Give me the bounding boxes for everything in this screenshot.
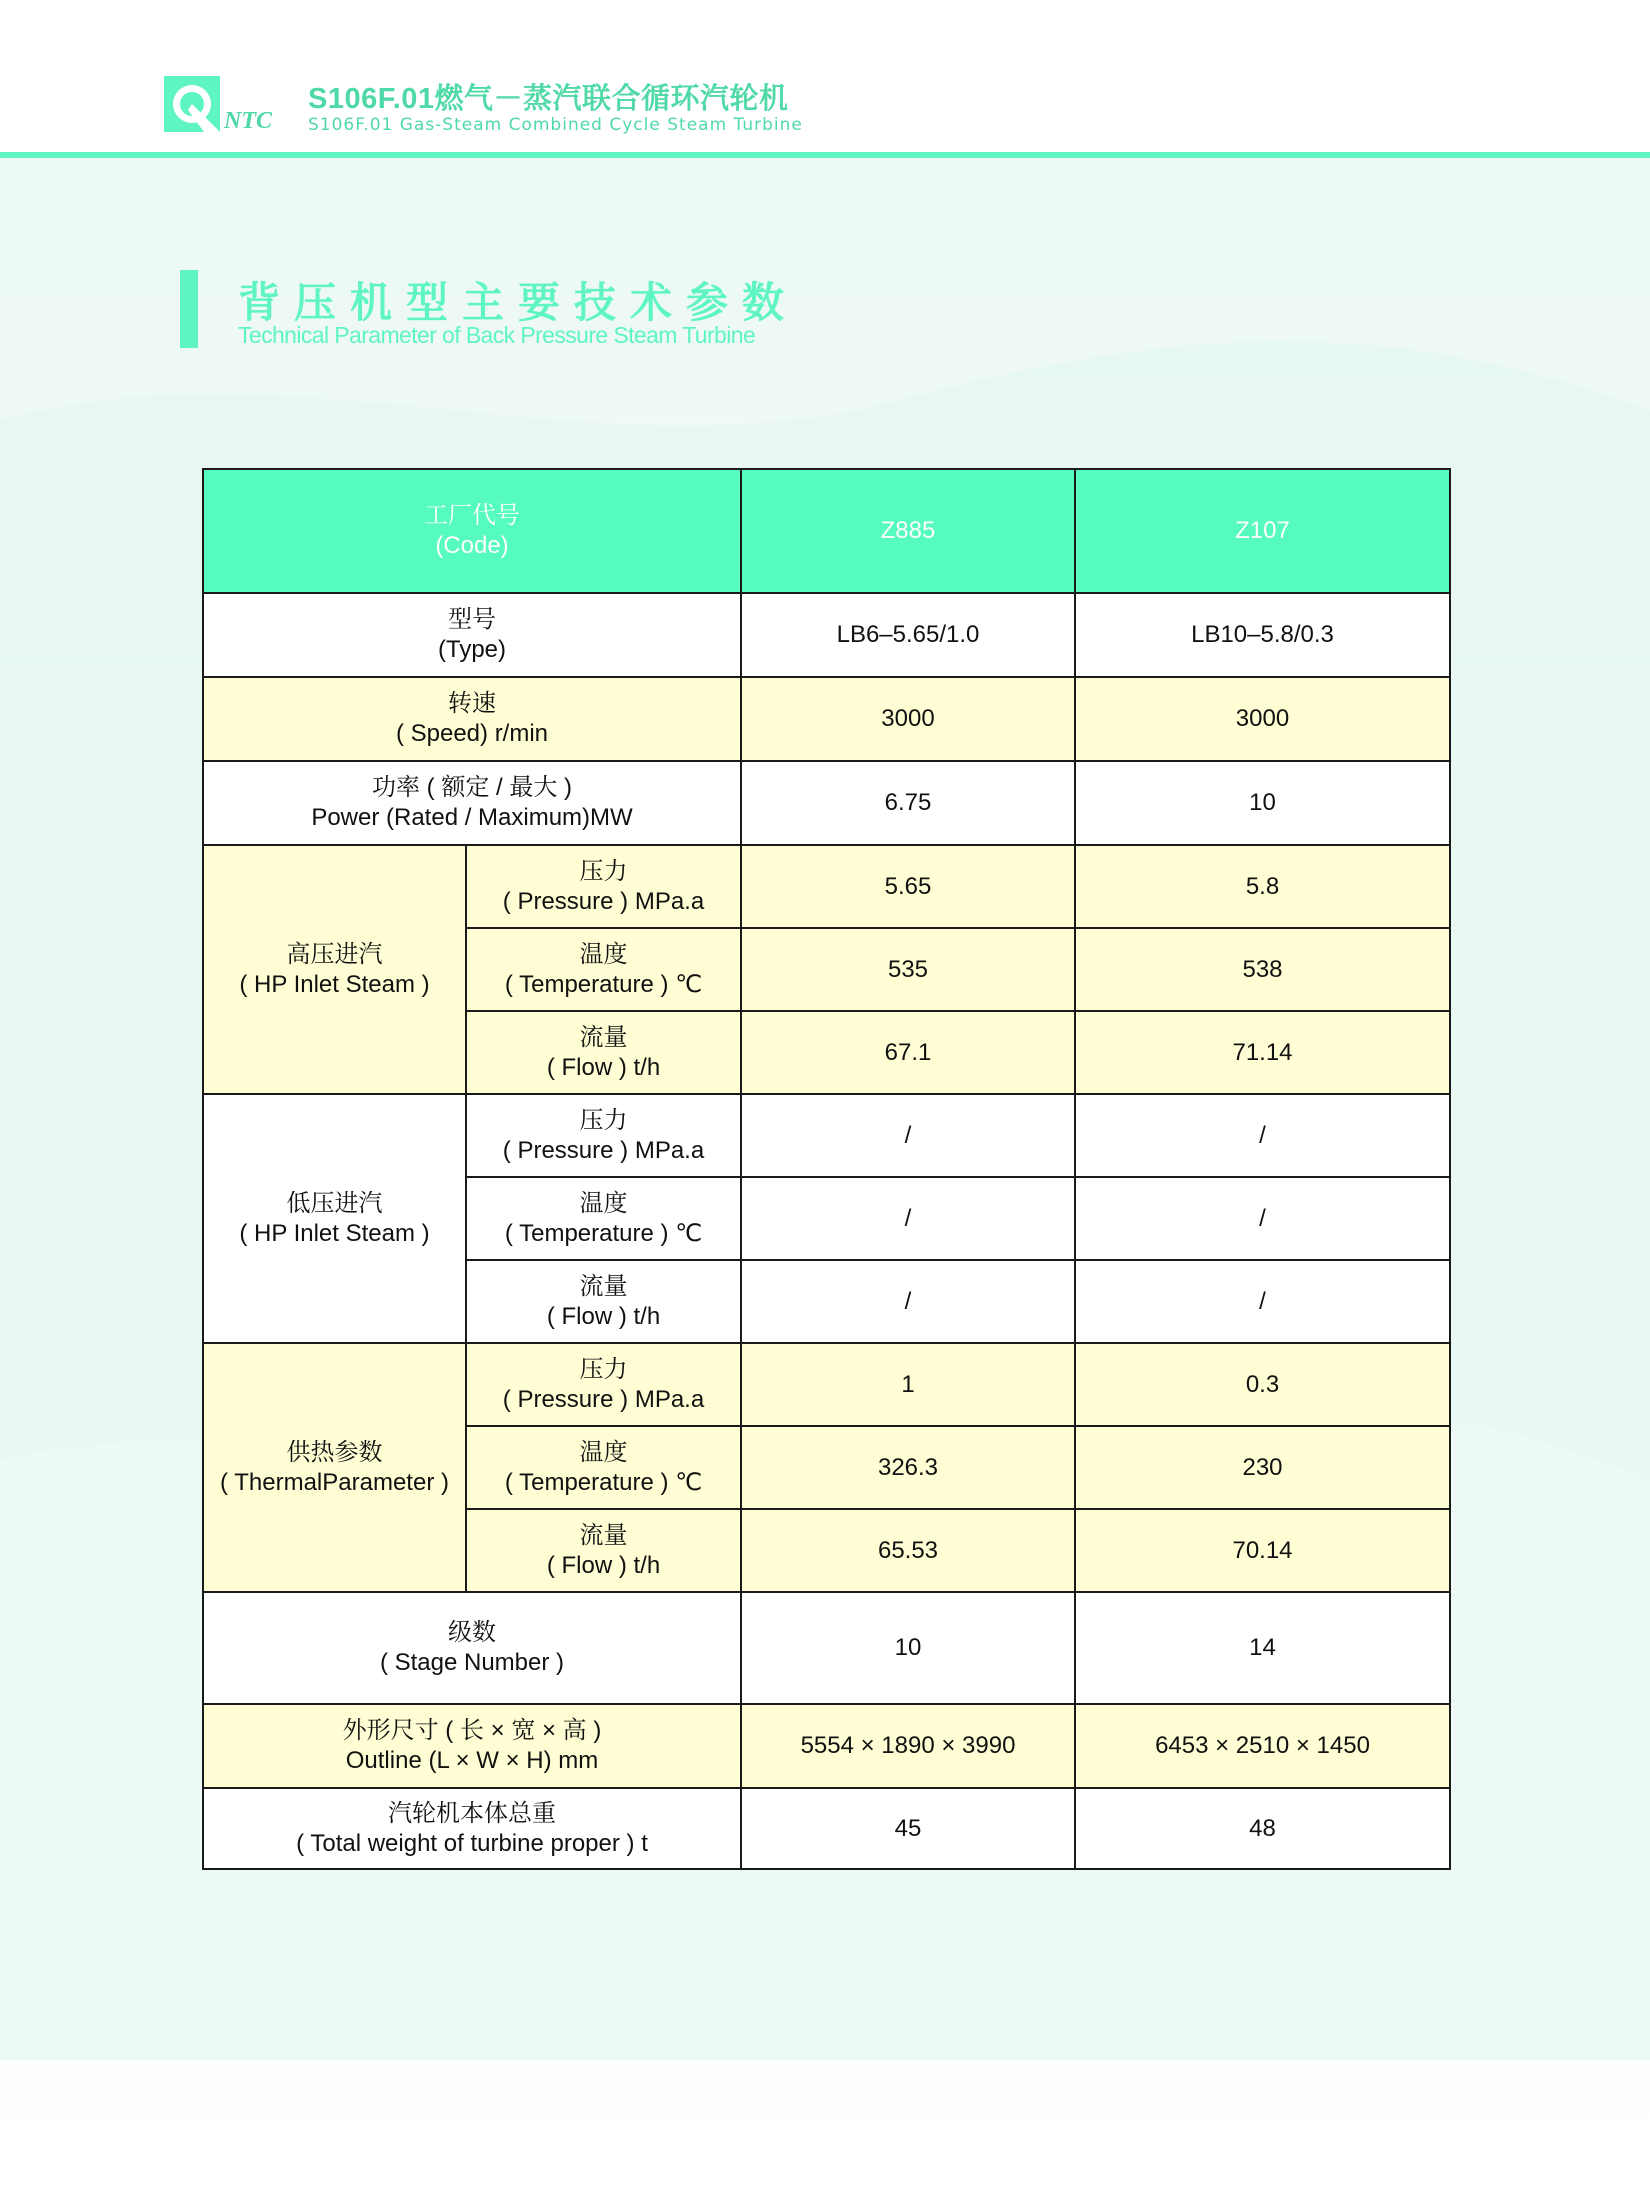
row-label xyxy=(203,593,741,677)
sub-label xyxy=(466,845,741,928)
value-col2: 538 xyxy=(1075,928,1450,1011)
value-col1: 5.65 xyxy=(741,845,1075,928)
row-label xyxy=(203,677,741,761)
label-en: ( Flow ) t/h xyxy=(546,1053,661,1081)
sub-label xyxy=(466,1343,741,1426)
spec-table xyxy=(202,468,1451,1870)
table-row-thermal-pressure xyxy=(203,1343,1450,1426)
group-label-thermal xyxy=(203,1343,466,1592)
value-col1: 1 xyxy=(741,1343,1075,1426)
label-cn: 低压进汽 xyxy=(286,1189,383,1217)
label-en: ( HP Inlet Steam ) xyxy=(239,970,430,998)
header-code-cn: 工厂代号 xyxy=(424,502,520,529)
label-en: ( HP Inlet Steam ) xyxy=(239,1219,430,1247)
value-col2: 10 xyxy=(1075,761,1450,845)
label-cn: 压力 xyxy=(579,1355,628,1383)
label-en: ( Speed) r/min xyxy=(395,720,549,747)
sub-label xyxy=(466,1260,741,1343)
row-label xyxy=(203,1592,741,1704)
label-cn: 高压进汽 xyxy=(286,940,383,968)
label-cn: 流量 xyxy=(579,1272,628,1300)
row-label xyxy=(203,1704,741,1788)
label-cn: 转速 xyxy=(448,690,496,717)
sub-label xyxy=(466,928,741,1011)
sub-label xyxy=(466,1011,741,1094)
label-cn: 压力 xyxy=(579,857,628,885)
page-header xyxy=(0,0,1650,158)
label-en: ( Total weight of turbine proper ) t xyxy=(296,1829,648,1857)
label-cn: 流量 xyxy=(579,1023,628,1051)
group-label-lp xyxy=(203,1094,466,1343)
ntc-logo xyxy=(164,76,294,134)
value-col1: / xyxy=(741,1260,1075,1343)
label-en: ( Pressure ) MPa.a xyxy=(502,887,705,915)
value-col2: 230 xyxy=(1075,1426,1450,1509)
sub-label xyxy=(466,1426,741,1509)
value-col2: 14 xyxy=(1075,1592,1450,1704)
value-col1: LB6–5.65/1.0 xyxy=(741,593,1075,677)
value-col2: 70.14 xyxy=(1075,1509,1450,1592)
table-row-lp-pressure xyxy=(203,1094,1450,1177)
value-col1: 65.53 xyxy=(741,1509,1075,1592)
table-header-row xyxy=(203,469,1450,593)
sub-label xyxy=(466,1094,741,1177)
group-label-hp xyxy=(203,845,466,1094)
label-en: ( Stage Number ) xyxy=(379,1649,565,1676)
label-cn: 功率 ( 额定 / 最大 ) xyxy=(372,774,572,801)
value-col2: 71.14 xyxy=(1075,1011,1450,1094)
table-row-stages xyxy=(203,1592,1450,1704)
label-cn: 温度 xyxy=(579,1438,628,1466)
value-col2: 48 xyxy=(1075,1788,1450,1869)
label-en: ( Flow ) t/h xyxy=(546,1551,661,1579)
section-title-bar xyxy=(180,270,198,348)
value-col2: LB10–5.8/0.3 xyxy=(1075,593,1450,677)
value-col1: 5554 × 1890 × 3990 xyxy=(741,1704,1075,1788)
label-en: ( ThermalParameter ) xyxy=(220,1468,449,1496)
table-row-type xyxy=(203,593,1450,677)
value-col2: 5.8 xyxy=(1075,845,1450,928)
header-title-en: S106F.01 Gas-Steam Combined Cycle Steam Turbine xyxy=(308,115,803,135)
label-en: ( Temperature ) ℃ xyxy=(504,1219,703,1247)
section-title-en: Technical Parameter of Back Pressure Steam Turbine xyxy=(238,322,756,348)
label-cn: 流量 xyxy=(579,1521,628,1549)
value-col1: 45 xyxy=(741,1788,1075,1869)
label-cn: 汽轮机本体总重 xyxy=(388,1799,556,1827)
table-row-hp-pressure xyxy=(203,845,1450,928)
value-col2: / xyxy=(1075,1094,1450,1177)
value-col1: 6.75 xyxy=(741,761,1075,845)
value-col1: 67.1 xyxy=(741,1011,1075,1094)
label-en: ( Pressure ) MPa.a xyxy=(502,1136,705,1164)
value-col2: / xyxy=(1075,1260,1450,1343)
value-col1: 3000 xyxy=(741,677,1075,761)
row-label xyxy=(203,761,741,845)
table-row-speed xyxy=(203,677,1450,761)
value-col1: 535 xyxy=(741,928,1075,1011)
header-col2: Z107 xyxy=(1075,469,1450,593)
sub-label xyxy=(466,1509,741,1592)
header-title-cn: S106F.01燃气－蒸汽联合循环汽轮机 xyxy=(308,83,789,115)
label-en: ( Flow ) t/h xyxy=(546,1302,661,1330)
table-row-outline xyxy=(203,1704,1450,1788)
logo-text: NTC xyxy=(224,108,272,134)
row-label xyxy=(203,1788,741,1869)
value-col1: 10 xyxy=(741,1592,1075,1704)
value-col2: 6453 × 2510 × 1450 xyxy=(1075,1704,1450,1788)
label-cn: 压力 xyxy=(579,1106,628,1134)
header-code-en: (Code) xyxy=(435,532,509,559)
header-divider xyxy=(0,152,1650,158)
header-code-cell xyxy=(203,469,741,593)
value-col1: 326.3 xyxy=(741,1426,1075,1509)
label-en: ( Temperature ) ℃ xyxy=(504,1468,703,1496)
label-en: ( Pressure ) MPa.a xyxy=(502,1385,705,1413)
label-cn: 温度 xyxy=(579,940,628,968)
label-cn: 供热参数 xyxy=(286,1438,383,1466)
table-row-power xyxy=(203,761,1450,845)
label-cn: 型号 xyxy=(448,606,496,633)
label-en: Power (Rated / Maximum)MW xyxy=(311,804,633,831)
label-cn: 级数 xyxy=(448,1619,496,1646)
value-col1: / xyxy=(741,1177,1075,1260)
label-en: (Type) xyxy=(437,636,506,663)
value-col2: / xyxy=(1075,1177,1450,1260)
value-col1: / xyxy=(741,1094,1075,1177)
label-en: ( Temperature ) ℃ xyxy=(504,970,703,998)
header-col1: Z885 xyxy=(741,469,1075,593)
value-col2: 0.3 xyxy=(1075,1343,1450,1426)
label-cn: 外形尺寸 ( 长 × 宽 × 高 ) xyxy=(342,1717,602,1744)
label-en: Outline (L × W × H) mm xyxy=(345,1747,599,1774)
value-col2: 3000 xyxy=(1075,677,1450,761)
label-cn: 温度 xyxy=(579,1189,628,1217)
section-title-cn: 背压机型主要技术参数 xyxy=(238,279,799,326)
sub-label xyxy=(466,1177,741,1260)
table-row-weight xyxy=(203,1788,1450,1869)
